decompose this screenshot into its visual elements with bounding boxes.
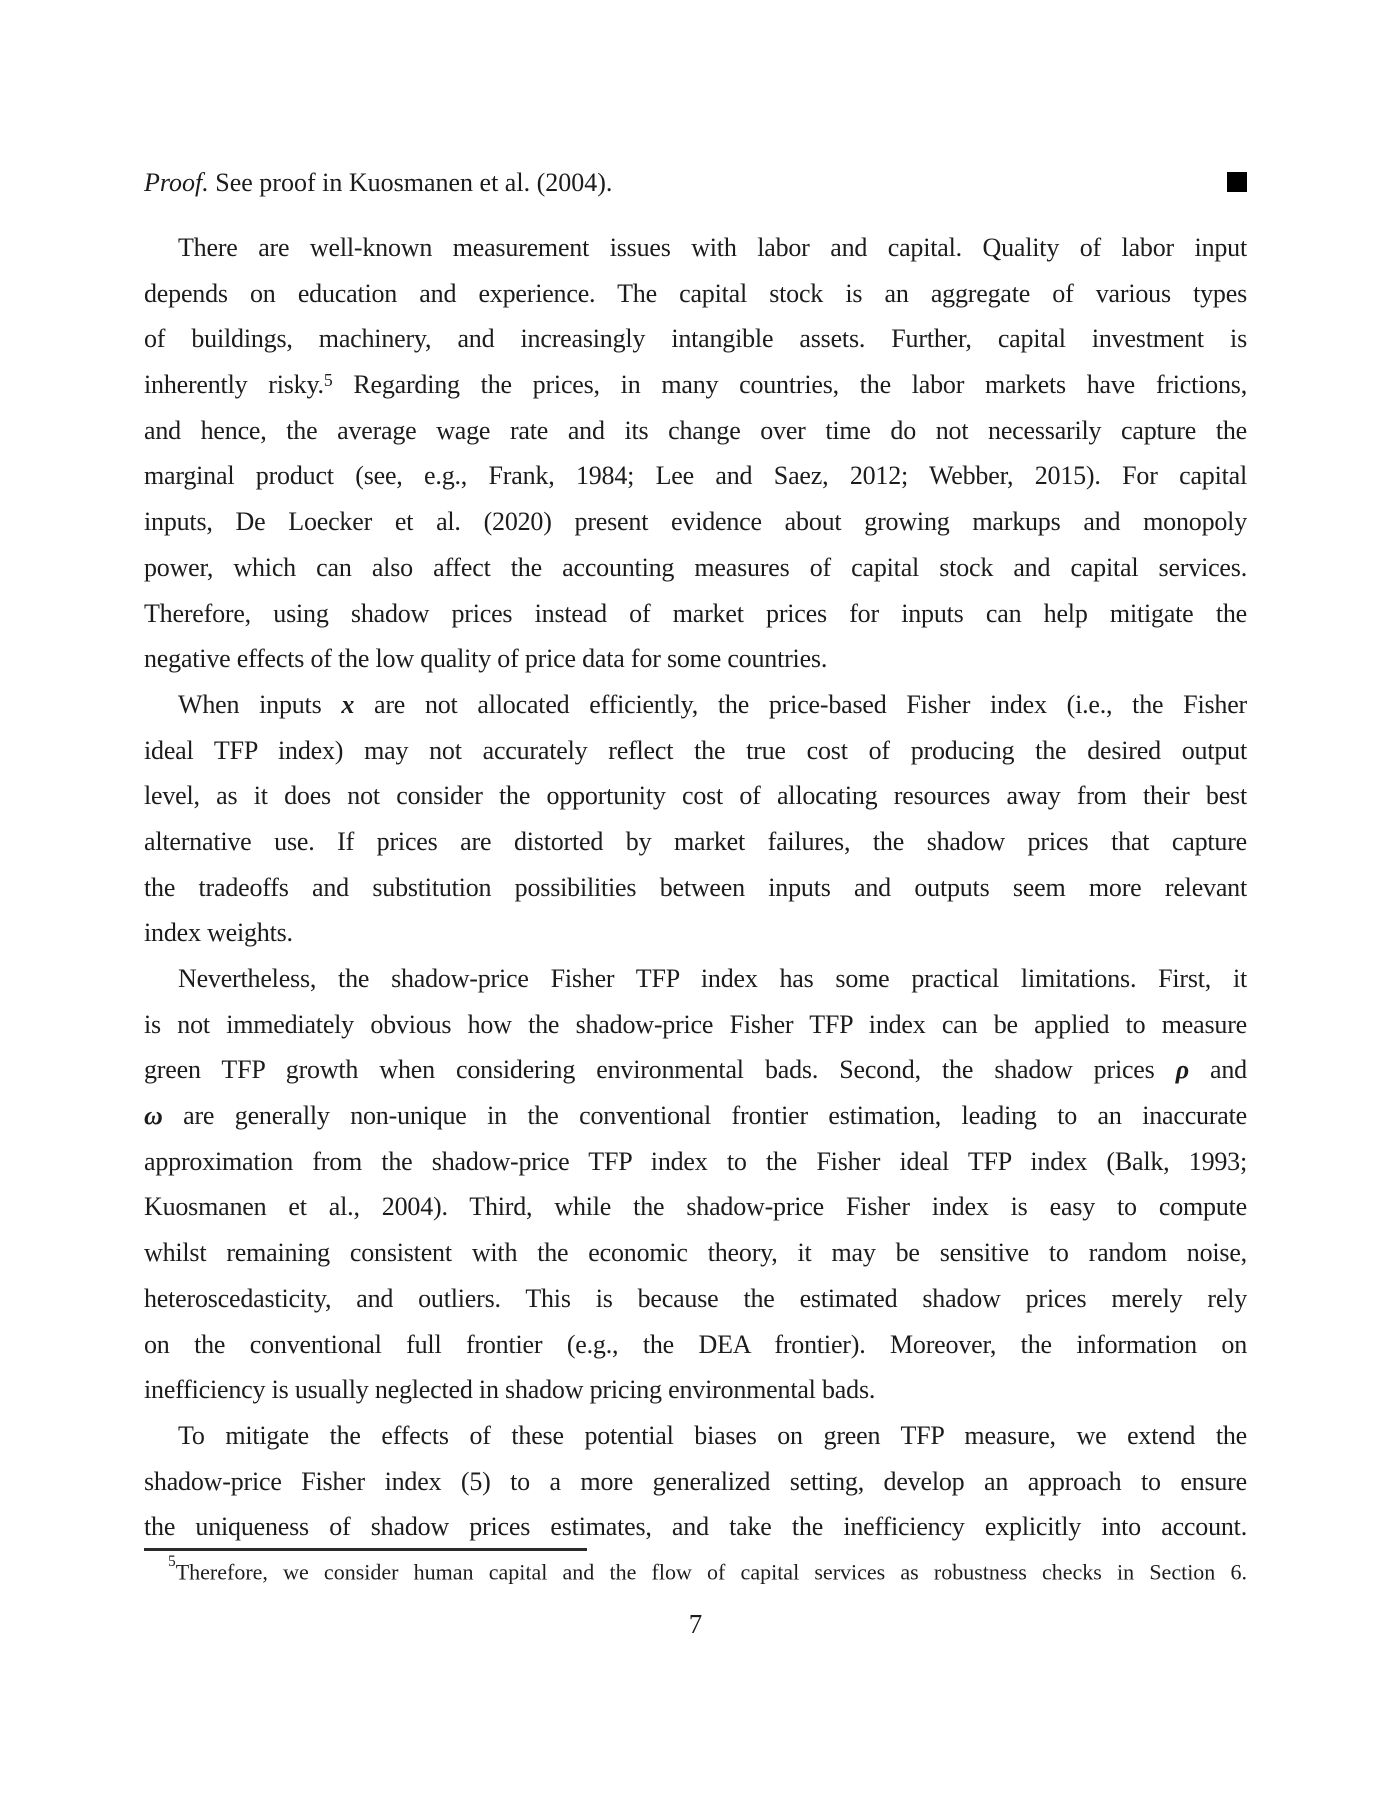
text-line — [144, 453, 1247, 499]
text-segment: index weights. — [144, 918, 293, 948]
proof-line — [144, 160, 1247, 206]
text-segment: level, as it does not consider the opportunity cost of allocating resources away from their best — [144, 781, 1247, 811]
text-line — [144, 225, 1247, 271]
text-segment: marginal product (see, e.g., Frank, 1984; Lee and Saez, 2012; Webber, 2015). For capital — [144, 461, 1247, 491]
text-line — [144, 1093, 1247, 1139]
text-line — [144, 728, 1247, 774]
proof-label: Proof. — [144, 168, 209, 197]
text-line — [144, 271, 1247, 317]
text-segment: There are well-known measurement issues with labor and capital. Quality of labor input — [178, 233, 1247, 262]
text-line — [144, 865, 1247, 911]
text-segment: To mitigate the effects of these potential biases on green TFP measure, we extend the — [178, 1420, 1247, 1450]
text-line — [144, 773, 1247, 819]
text-segment: green TFP growth when considering environmental bads. Second, the shadow prices — [144, 1055, 1176, 1085]
text-line — [144, 1002, 1247, 1048]
text-line — [144, 1230, 1247, 1276]
footnote — [144, 1552, 1247, 1586]
math-symbol: x — [341, 689, 355, 719]
text-segment: alternative use. If prices are distorted by market failures, the shadow prices that capture — [144, 826, 1247, 856]
text-segment: inherently risky. — [144, 370, 324, 400]
text-segment: Regarding the prices, in many countries, the labor markets have frictions, — [332, 370, 1247, 400]
text-segment: the tradeoffs and substitution possibilities between inputs and outputs seem more relevant — [144, 872, 1247, 902]
footnote-marker: 5 — [168, 1552, 176, 1570]
text-segment: approximation from the shadow-price TFP index to the Fisher ideal TFP index (Balk, 1993; — [144, 1146, 1247, 1176]
proof-text: See proof in Kuosmanen et al. (2004). — [208, 168, 613, 197]
text-line — [144, 1322, 1247, 1368]
text-line — [144, 362, 1247, 408]
text-line — [144, 910, 1247, 956]
text-segment: on the conventional full frontier (e.g., the DEA frontier). Moreover, the information on — [144, 1329, 1247, 1359]
text-line — [144, 1504, 1247, 1550]
page-number: 7 — [688, 1609, 703, 1639]
text-line — [144, 956, 1247, 1002]
text-line — [144, 1413, 1247, 1459]
text-segment: ideal TFP index) may not accurately reflect the true cost of producing the desired output — [144, 735, 1247, 765]
text-line — [144, 636, 1247, 682]
body-paragraphs — [144, 225, 1247, 1550]
footnote-ref: 5 — [323, 369, 333, 390]
text-segment: power, which can also affect the accounting measures of capital stock and capital services. — [144, 552, 1247, 582]
text-line — [144, 591, 1247, 637]
math-symbol: ω — [144, 1101, 163, 1131]
text-segment: are generally non-unique in the conventional frontier estimation, leading to an inaccurate — [162, 1101, 1247, 1131]
text-segment: are not allocated efficiently, the price-based Fisher index (i.e., the Fisher — [354, 689, 1247, 719]
text-line — [144, 1184, 1247, 1230]
text-line — [144, 682, 1247, 728]
text-line — [144, 499, 1247, 545]
text-line — [144, 1139, 1247, 1185]
text-segment: depends on education and experience. The capital stock is an aggregate of various types — [144, 278, 1247, 308]
footnote-rule — [144, 1548, 587, 1551]
text-segment: When inputs — [178, 689, 342, 719]
text-line — [144, 1367, 1247, 1413]
text-segment: negative effects of the low quality of price data for some countries. — [144, 644, 828, 674]
math-symbol: ρ — [1175, 1055, 1189, 1085]
text-segment: Kuosmanen et al., 2004). Third, while the shadow-price Fisher index is easy to compute — [144, 1192, 1247, 1222]
qed-square-icon — [1227, 172, 1247, 192]
text-segment: Therefore, using shadow prices instead of market prices for inputs can help mitigate the — [144, 598, 1247, 628]
text-line — [144, 1047, 1247, 1093]
footnote-text: Therefore, we consider human capital and the flow of capital services as robustness checks in Section 6. — [175, 1559, 1247, 1585]
text-segment: the uniqueness of shadow prices estimates, and take the inefficiency explicitly into account. — [144, 1512, 1247, 1542]
text-line — [144, 408, 1247, 454]
text-segment: shadow-price Fisher index (5) to a more generalized setting, develop an approach to ensure — [144, 1466, 1247, 1496]
text-segment: Nevertheless, the shadow-price Fisher TFP index has some practical limitations. First, it — [178, 964, 1247, 993]
text-segment: of buildings, machinery, and increasingly intangible assets. Further, capital investment is — [144, 324, 1247, 354]
text-line — [144, 1459, 1247, 1505]
text-segment: and hence, the average wage rate and its change over time do not necessarily capture the — [144, 415, 1247, 445]
text-segment: inputs, De Loecker et al. (2020) present evidence about growing markups and monopoly — [144, 507, 1247, 537]
text-segment: is not immediately obvious how the shadow-price Fisher TFP index can be applied to measure — [144, 1009, 1247, 1039]
text-segment: and — [1188, 1055, 1247, 1085]
text-line — [144, 316, 1247, 362]
text-line — [144, 819, 1247, 865]
text-segment: inefficiency is usually neglected in shadow pricing environmental bads. — [144, 1375, 876, 1405]
text-line — [144, 545, 1247, 591]
text-segment: whilst remaining consistent with the economic theory, it may be sensitive to random noise, — [144, 1238, 1247, 1268]
text-line — [144, 1276, 1247, 1322]
text-segment: heteroscedasticity, and outliers. This is because the estimated shadow prices merely rely — [144, 1283, 1247, 1313]
